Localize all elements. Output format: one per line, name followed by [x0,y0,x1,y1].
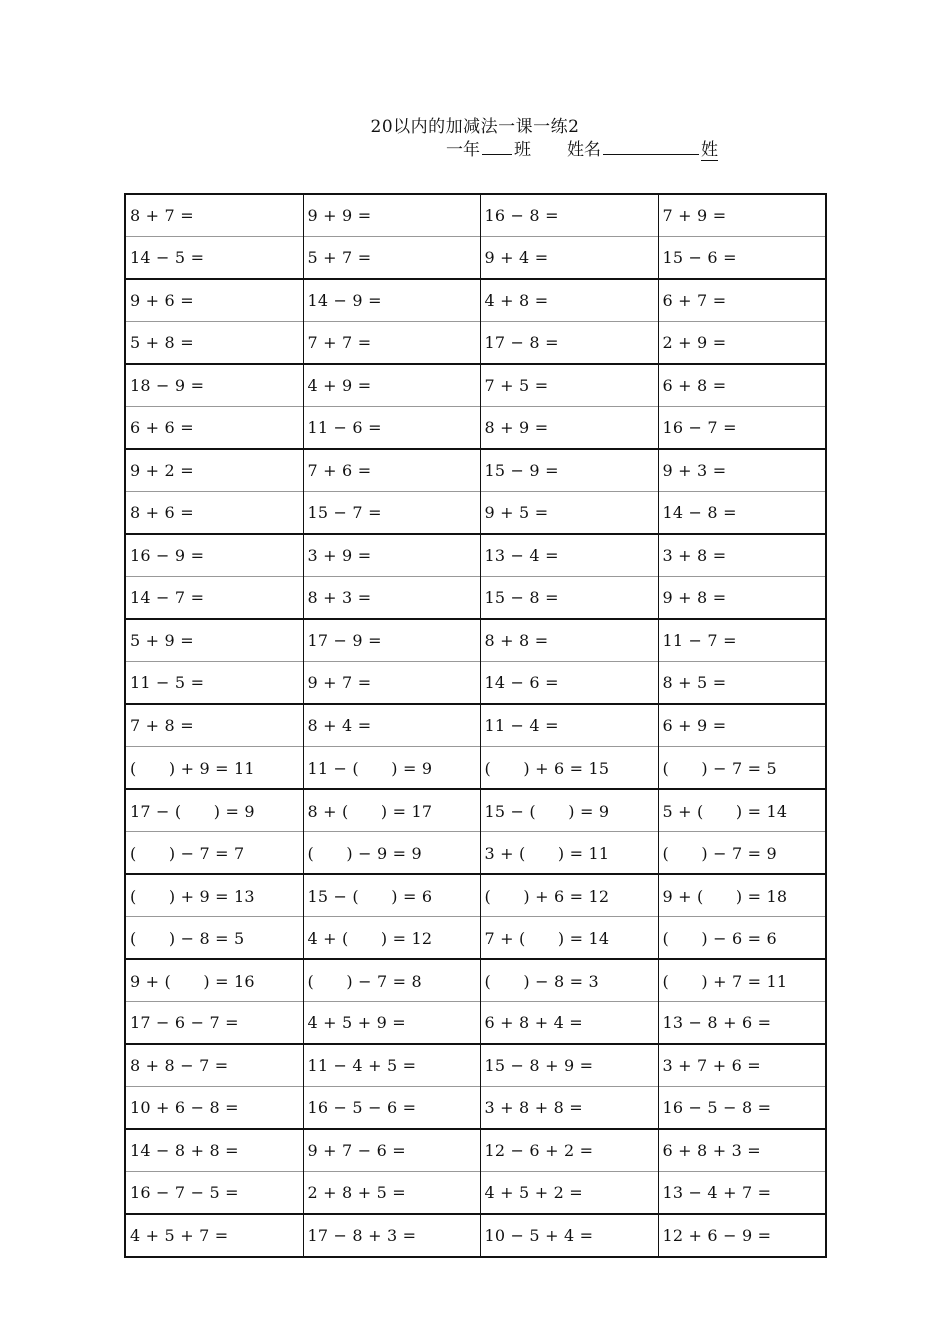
problem-row [125,194,826,237]
problem-cell: 16 − 5 − 8 = [658,1087,826,1130]
problem-row [125,959,826,1002]
problem-row [125,747,826,790]
problem-row [125,492,826,535]
grade-label: 一年 [446,140,480,160]
problem-cell: 16 − 7 − 5 = [125,1172,303,1215]
problem-cell: 4 + 8 = [480,279,658,322]
problem-row [125,704,826,747]
problem-cell: 11 − 7 = [658,619,826,662]
problem-grid-body [125,194,826,1257]
problem-cell: 15 − 6 = [658,237,826,280]
problem-cell: ( ) − 9 = 9 [303,832,480,875]
problem-cell: 9 + 6 = [125,279,303,322]
problem-cell: 8 + 7 = [125,194,303,237]
problem-cell: ( ) + 6 = 12 [480,874,658,917]
problem-cell: 4 + 5 + 2 = [480,1172,658,1215]
problem-row [125,1087,826,1130]
problem-cell: 14 − 7 = [125,577,303,620]
problem-cell: 16 − 9 = [125,534,303,577]
problem-cell: 12 − 6 + 2 = [480,1129,658,1172]
problem-row [125,917,826,960]
problem-row [125,1172,826,1215]
problem-row [125,279,826,322]
problem-cell: 13 − 4 = [480,534,658,577]
problem-cell: ( ) − 7 = 8 [303,959,480,1002]
problem-cell: ( ) − 8 = 5 [125,917,303,960]
problem-cell: 14 − 8 + 8 = [125,1129,303,1172]
problem-cell: 8 + 6 = [125,492,303,535]
problem-cell: ( ) − 7 = 7 [125,832,303,875]
problem-cell: 4 + ( ) = 12 [303,917,480,960]
problem-cell: 8 + 3 = [303,577,480,620]
worksheet-title: 20以内的加减法一课一练2 [370,117,580,137]
problem-row [125,1044,826,1087]
problem-cell: ( ) + 6 = 15 [480,747,658,790]
problem-cell: 7 + 9 = [658,194,826,237]
problem-cell: 7 + 7 = [303,322,480,365]
problem-cell: 3 + 9 = [303,534,480,577]
problem-row [125,1129,826,1172]
problem-row [125,322,826,365]
problem-cell: 3 + 8 + 8 = [480,1087,658,1130]
problem-cell: ( ) − 7 = 5 [658,747,826,790]
problem-cell: 6 + 8 = [658,364,826,407]
problem-cell: 11 − 4 + 5 = [303,1044,480,1087]
problem-cell: 9 + 2 = [125,449,303,492]
problem-cell: 7 + ( ) = 14 [480,917,658,960]
trailing-label: 姓 [701,140,718,160]
problem-cell: 9 + 9 = [303,194,480,237]
problem-cell: 15 − 8 + 9 = [480,1044,658,1087]
problem-cell: ( ) + 9 = 11 [125,747,303,790]
problem-cell: 9 + 8 = [658,577,826,620]
problem-cell: 7 + 8 = [125,704,303,747]
problem-cell: 4 + 5 + 9 = [303,1002,480,1045]
problem-row [125,1002,826,1045]
problem-cell: 9 + 5 = [480,492,658,535]
problem-row [125,237,826,280]
problem-cell: 17 − 8 = [480,322,658,365]
problem-cell: 11 − 6 = [303,407,480,450]
problem-cell: 2 + 9 = [658,322,826,365]
class-blank[interactable] [482,138,512,155]
problem-cell: 10 + 6 − 8 = [125,1087,303,1130]
problem-row [125,1214,826,1257]
problem-cell: 9 + 7 − 6 = [303,1129,480,1172]
student-info-line [446,135,718,160]
problem-row [125,619,826,662]
problem-cell: 6 + 7 = [658,279,826,322]
problem-row [125,874,826,917]
problem-cell: 7 + 5 = [480,364,658,407]
problem-cell: 16 − 5 − 6 = [303,1087,480,1130]
problem-grid [124,193,827,1258]
problem-cell: 13 − 8 + 6 = [658,1002,826,1045]
problem-row [125,577,826,620]
problem-cell: 14 − 5 = [125,237,303,280]
problem-cell: 8 + 9 = [480,407,658,450]
problem-cell: 6 + 8 + 3 = [658,1129,826,1172]
problem-cell: 17 − ( ) = 9 [125,789,303,832]
problem-cell: 10 − 5 + 4 = [480,1214,658,1257]
problem-row [125,662,826,705]
problem-cell: 17 − 6 − 7 = [125,1002,303,1045]
problem-cell: 15 − ( ) = 6 [303,874,480,917]
problem-cell: 16 − 8 = [480,194,658,237]
problem-cell: 11 − ( ) = 9 [303,747,480,790]
problem-cell: ( ) − 7 = 9 [658,832,826,875]
class-label: 班 [514,140,531,160]
name-blank[interactable] [603,138,699,155]
problem-cell: 17 − 8 + 3 = [303,1214,480,1257]
problem-cell: 6 + 9 = [658,704,826,747]
problem-cell: 13 − 4 + 7 = [658,1172,826,1215]
problem-cell: 5 + ( ) = 14 [658,789,826,832]
problem-row [125,407,826,450]
problem-cell: 15 − 7 = [303,492,480,535]
problem-cell: 2 + 8 + 5 = [303,1172,480,1215]
problem-cell: 9 + 7 = [303,662,480,705]
problem-cell: 15 − 8 = [480,577,658,620]
problem-cell: 7 + 6 = [303,449,480,492]
problem-cell: 12 + 6 − 9 = [658,1214,826,1257]
problem-cell: 15 − ( ) = 9 [480,789,658,832]
problem-cell: 6 + 8 + 4 = [480,1002,658,1045]
problem-cell: ( ) + 7 = 11 [658,959,826,1002]
problem-cell: 8 + 4 = [303,704,480,747]
problem-cell: 9 + ( ) = 16 [125,959,303,1002]
problem-cell: 4 + 5 + 7 = [125,1214,303,1257]
problem-cell: 16 − 7 = [658,407,826,450]
name-label: 姓名 [567,140,601,160]
problem-cell: 3 + ( ) = 11 [480,832,658,875]
problem-cell: 15 − 9 = [480,449,658,492]
problem-cell: 4 + 9 = [303,364,480,407]
problem-row [125,789,826,832]
problem-cell: 8 + 8 − 7 = [125,1044,303,1087]
problem-cell: 9 + ( ) = 18 [658,874,826,917]
problem-cell: 9 + 4 = [480,237,658,280]
problem-cell: 8 + 8 = [480,619,658,662]
problem-cell: 8 + 5 = [658,662,826,705]
problem-cell: ( ) + 9 = 13 [125,874,303,917]
problem-cell: 8 + ( ) = 17 [303,789,480,832]
problem-cell: 5 + 7 = [303,237,480,280]
problem-row [125,364,826,407]
problem-cell: 14 − 8 = [658,492,826,535]
problem-cell: 18 − 9 = [125,364,303,407]
problem-cell: 3 + 7 + 6 = [658,1044,826,1087]
problem-row [125,832,826,875]
problem-cell: 14 − 9 = [303,279,480,322]
problem-cell: 5 + 9 = [125,619,303,662]
problem-cell: 14 − 6 = [480,662,658,705]
problem-row [125,449,826,492]
problem-cell: 11 − 4 = [480,704,658,747]
problem-cell: 9 + 3 = [658,449,826,492]
problem-cell: ( ) − 6 = 6 [658,917,826,960]
problem-cell: 3 + 8 = [658,534,826,577]
problem-cell: 5 + 8 = [125,322,303,365]
problem-row [125,534,826,577]
problem-cell: 11 − 5 = [125,662,303,705]
problem-cell: 17 − 9 = [303,619,480,662]
problem-cell: 6 + 6 = [125,407,303,450]
problem-cell: ( ) − 8 = 3 [480,959,658,1002]
